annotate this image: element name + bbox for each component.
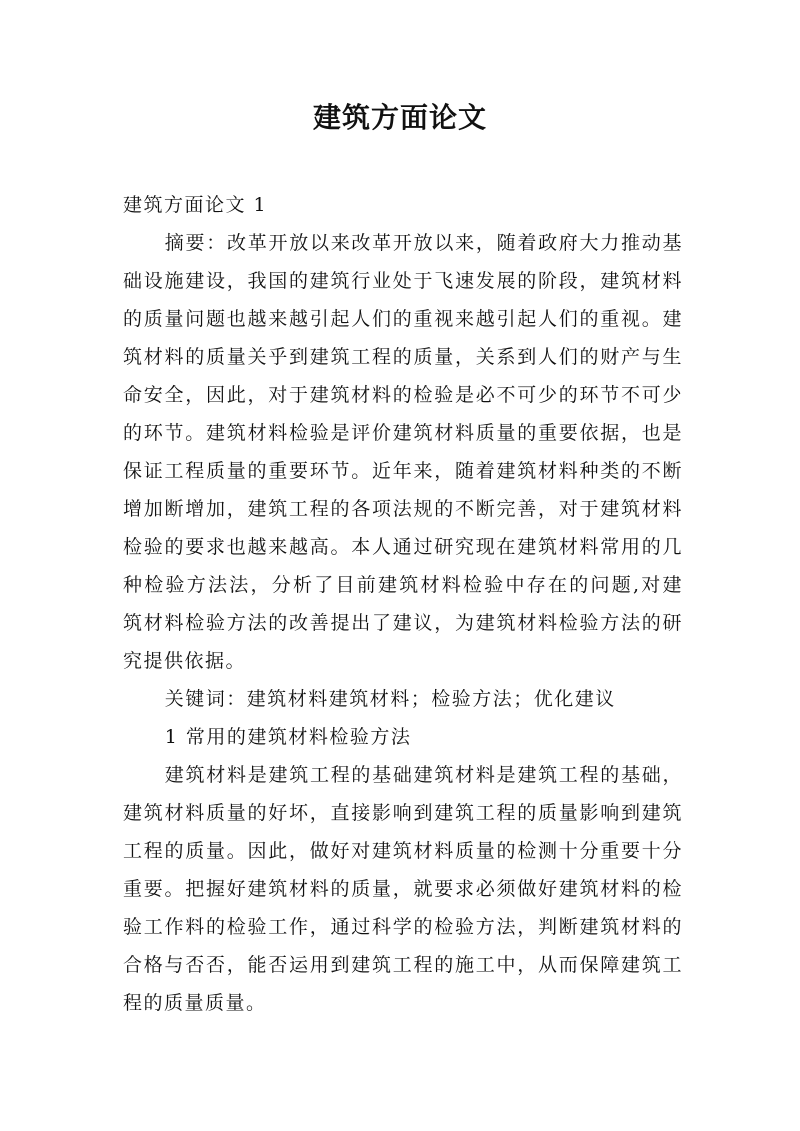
abstract-paragraph: 摘要：改革开放以来改革开放以来，随着政府大力推动基础设施建设，我国的建筑行业处于飞速发展的阶段，建筑材料的质量问题也越来越引起人们的重视来越引起人们的重视。建筑材料的质量关乎到建筑工程的质量，关系到人们的财产与生命安全，因此，对于建筑材料的检验是必不可少的环节不可少的环节。建筑材料检验是评价建筑材料质量的重要依据，也是保证工程质量的重要环节。近年来，随着建筑材料种类的不断增加断增加，建筑工程的各项法规的不断完善，对于建筑材料检验的要求也越来越高。本人通过研究现在建筑材料常用的几种检验方法法，分析了目前建筑材料检验中存在的问题,对建筑材料检验方法的改善提出了建议，为建筑材料检验方法的研究提供依据。 — [123, 232, 683, 672]
document-body — [123, 186, 683, 1022]
document-title: 建筑方面论文 — [312, 101, 487, 134]
section-heading: 1 常用的建筑材料检验方法 — [164, 726, 412, 748]
document-subtitle: 建筑方面论文 1 — [123, 194, 268, 216]
keywords-paragraph: 关键词：建筑材料建筑材料；检验方法；优化建议 — [164, 688, 616, 710]
section-body-paragraph: 建筑材料是建筑工程的基础建筑材料是建筑工程的基础，建筑材料质量的好坏，直接影响到建筑工程的质量影响到建筑工程的质量。因此，做好对建筑材料质量的检测十分重要十分重要。把握好建筑材料的质量，就要求必须做好建筑材料的检验工作料的检验工作，通过科学的检验方法，判断建筑材料的合格与否否，能否运用到建筑工程的施工中，从而保障建筑工程的质量质量。 — [123, 764, 683, 1014]
